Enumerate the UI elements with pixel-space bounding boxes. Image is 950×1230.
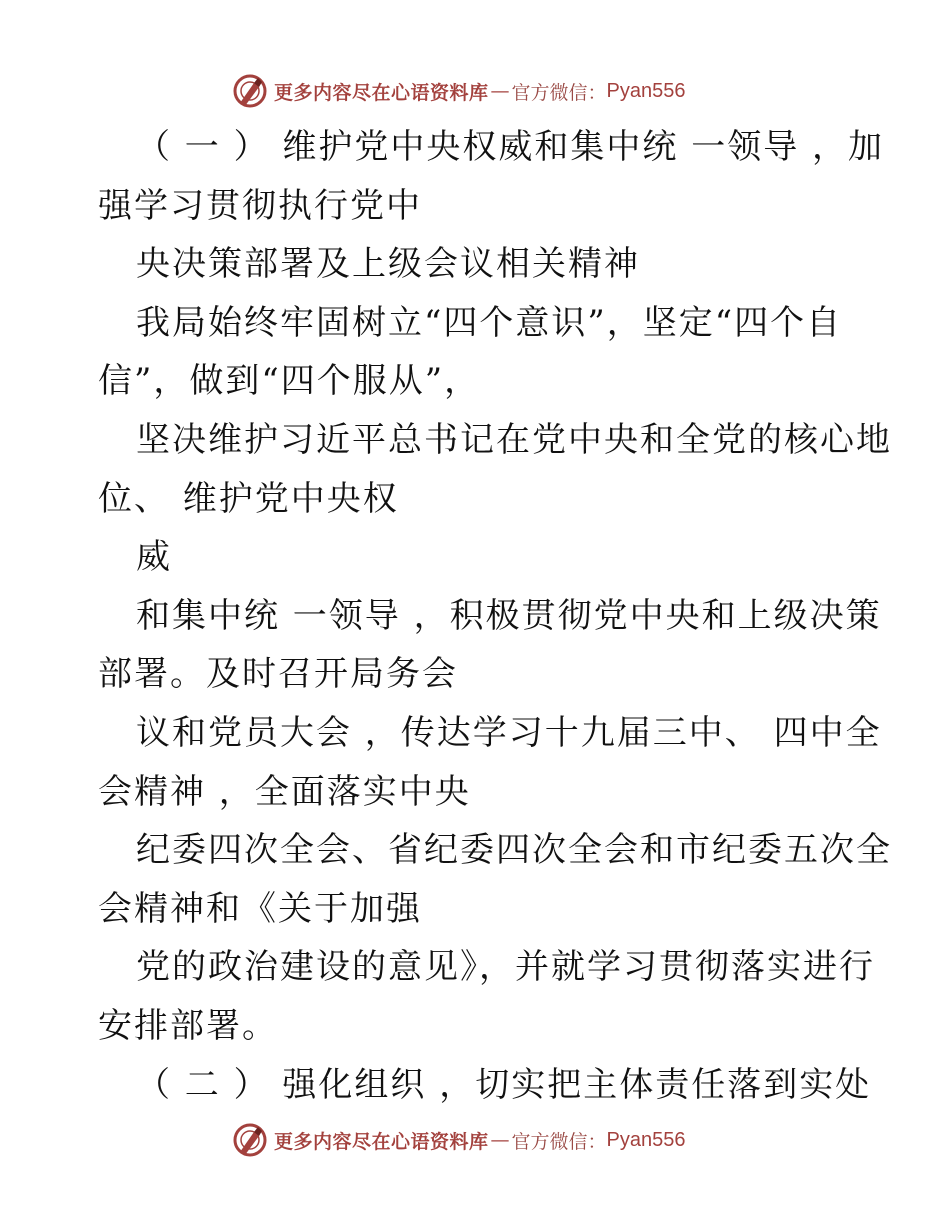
pen-logo-icon [232, 73, 268, 109]
text-line: 强学习贯彻执行党中 [98, 185, 422, 226]
text-line: 纪委四次全会、省纪委四次全会和市纪委五次全 [136, 830, 892, 871]
watermark-wechat-id: Pyan556 [606, 79, 686, 102]
watermark-wechat-id: Pyan556 [606, 1128, 686, 1151]
footer-watermark [232, 1120, 752, 1160]
text-line: 部署。及时召开局务会 [98, 654, 458, 695]
text-line: （ 二 ） 强化组织 ，切实把主体责任落到实处 [136, 1064, 872, 1105]
text-line: 央决策部署及上级会议相关精神 [136, 244, 640, 285]
text-line: 和集中统 一领导 ，积极贯彻党中央和上级决策 [136, 595, 882, 636]
text-line: 安排部署。 [98, 1005, 278, 1046]
text-line: 议和党员大会 ，传达学习十九届三中、 四中全 [136, 712, 882, 753]
text-line: 位、 维护党中央权 [98, 478, 399, 519]
document-body [98, 118, 892, 1114]
text-line: 坚决维护习近平总书记在党中央和全党的核心地 [136, 419, 892, 460]
watermark-official-label: 官方微信： [511, 1130, 607, 1153]
text-line: （ 一 ） 维护党中央权威和集中统 一领导 ，加 [136, 127, 885, 167]
text-line: 会精神 ，全面落实中央 [98, 771, 471, 812]
watermark-text: 更多内容尽在心语资料库 [274, 1130, 489, 1153]
watermark-official-label: 官方微信： [511, 81, 607, 104]
text-line: 信”，做到“四个服从”， [98, 361, 481, 402]
text-line: 会精神和《关于加强 [98, 888, 422, 929]
header-watermark [232, 71, 752, 111]
watermark-text: 更多内容尽在心语资料库 [274, 81, 489, 104]
text-line: 党的政治建设的意见》，并就学习贯彻落实进行 [136, 947, 875, 988]
watermark-dash: — [490, 1129, 510, 1151]
watermark-dash: — [490, 80, 510, 102]
text-line: 我局始终牢固树立“四个意识”，坚定“四个自 [136, 302, 843, 343]
pen-logo-icon [232, 1122, 268, 1158]
text-line: 威 [136, 537, 172, 578]
